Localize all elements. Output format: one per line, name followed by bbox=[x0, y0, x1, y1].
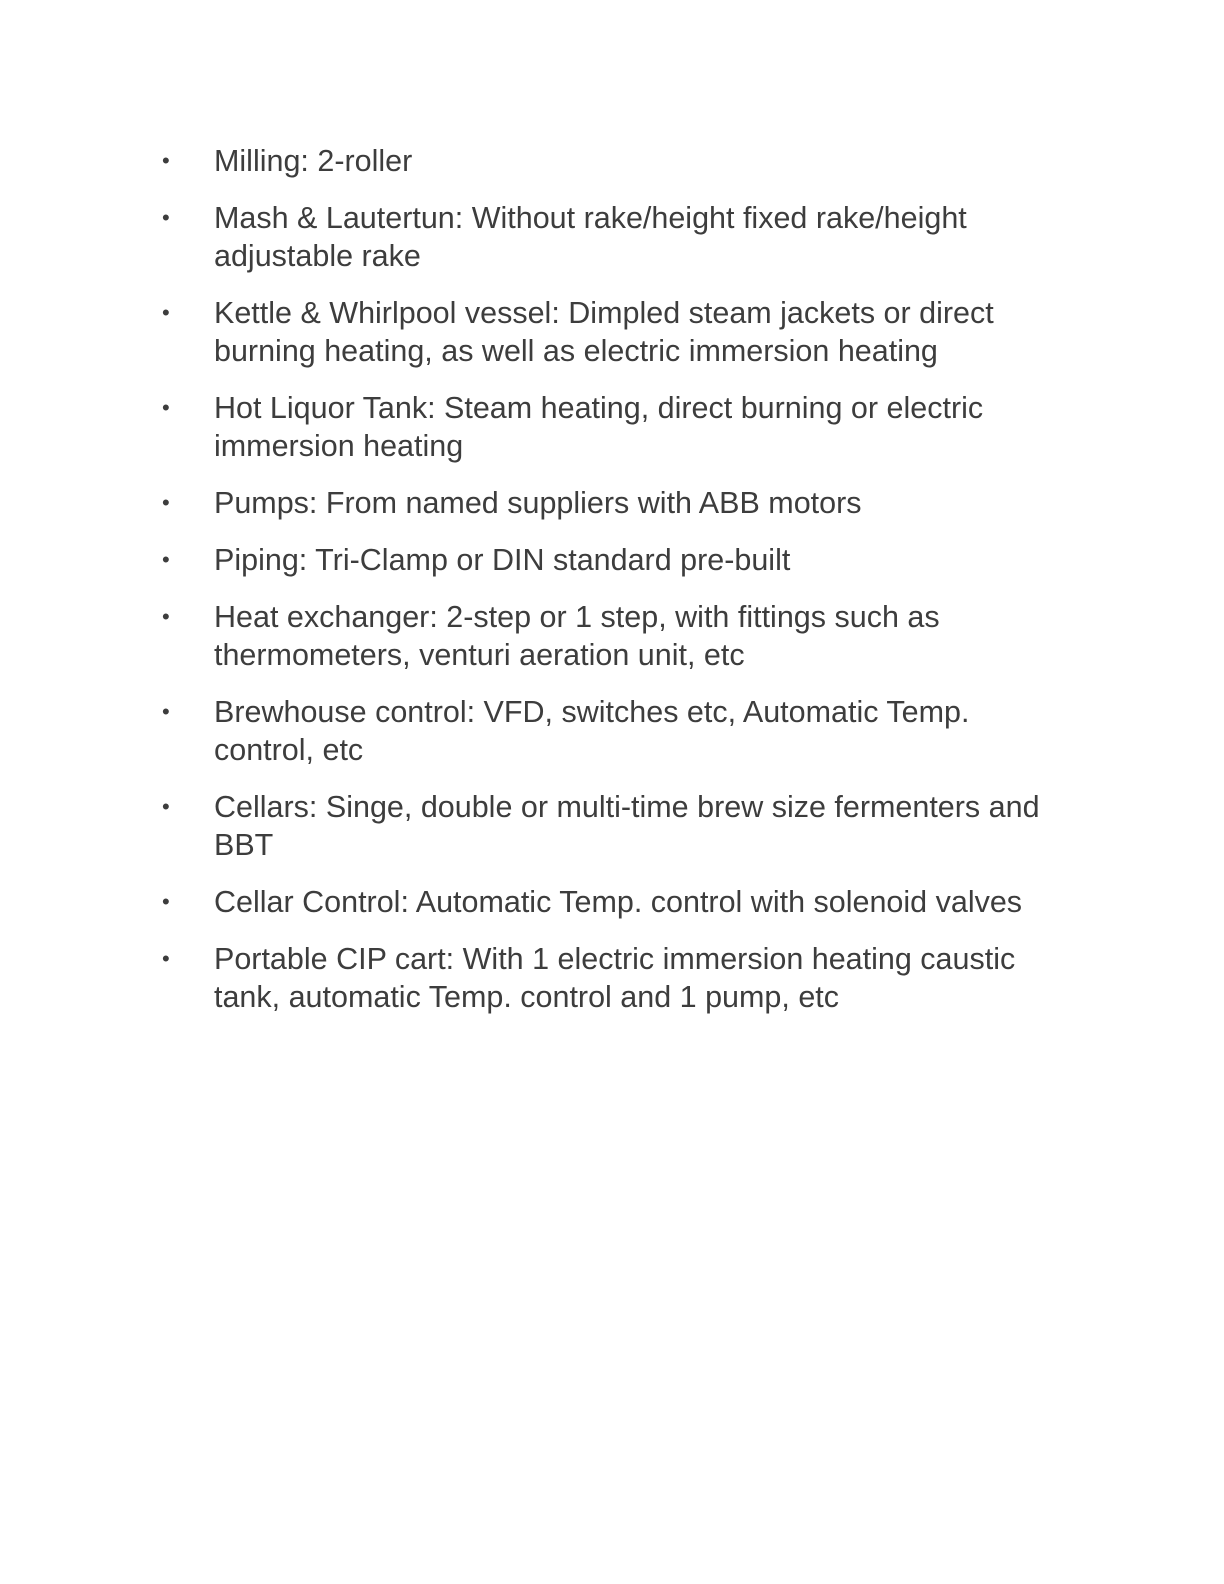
list-item-text: Cellar Control: Automatic Temp. control with solenoid valves bbox=[214, 885, 1023, 919]
list-item-text: Piping: Tri-Clamp or DIN standard pre-built bbox=[214, 543, 791, 577]
bullet-icon: • bbox=[162, 946, 170, 971]
list-item bbox=[162, 788, 1072, 864]
bullet-icon: • bbox=[162, 148, 170, 173]
list-item bbox=[162, 693, 1072, 769]
list-item-text: Milling: 2-roller bbox=[214, 144, 413, 178]
bullet-icon: • bbox=[162, 300, 170, 325]
list-item bbox=[162, 883, 1072, 921]
list-item-text: Cellars: Singe, double or multi-time brew size fermenters and BBT bbox=[214, 790, 1040, 862]
list-item bbox=[162, 484, 1072, 522]
list-item-text: Pumps: From named suppliers with ABB motors bbox=[214, 486, 862, 520]
list-item-text: Mash & Lautertun: Without rake/height fixed rake/height adjustable rake bbox=[214, 201, 967, 273]
list-item bbox=[162, 598, 1072, 674]
list-item-text: Heat exchanger: 2-step or 1 step, with fittings such as thermometers, venturi aeration unit, etc bbox=[214, 600, 940, 672]
list-item bbox=[162, 389, 1072, 465]
list-item bbox=[162, 940, 1072, 1016]
list-item bbox=[162, 199, 1072, 275]
equipment-bullet-list bbox=[162, 142, 1072, 1035]
bullet-icon: • bbox=[162, 547, 170, 572]
bullet-icon: • bbox=[162, 490, 170, 515]
list-item bbox=[162, 294, 1072, 370]
list-item bbox=[162, 142, 1072, 180]
bullet-icon: • bbox=[162, 395, 170, 420]
bullet-icon: • bbox=[162, 205, 170, 230]
list-item-text: Hot Liquor Tank: Steam heating, direct burning or electric immersion heating bbox=[214, 391, 984, 463]
bullet-icon: • bbox=[162, 604, 170, 629]
list-item-text: Kettle & Whirlpool vessel: Dimpled steam jackets or direct burning heating, as well as electric immersion heating bbox=[214, 296, 994, 368]
bullet-icon: • bbox=[162, 699, 170, 724]
bullet-icon: • bbox=[162, 794, 170, 819]
list-item bbox=[162, 541, 1072, 579]
list-item-text: Portable CIP cart: With 1 electric immersion heating caustic tank, automatic Temp. control and 1 pump, etc bbox=[214, 942, 1016, 1014]
bullet-icon: • bbox=[162, 889, 170, 914]
list-item-text: Brewhouse control: VFD, switches etc, Automatic Temp. control, etc bbox=[214, 695, 970, 767]
